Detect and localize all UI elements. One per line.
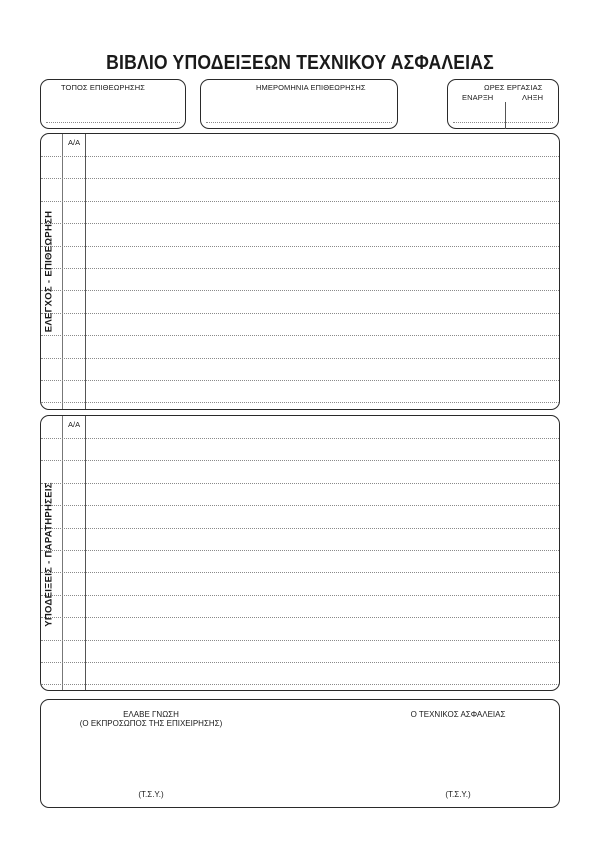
inspection-writing-line[interactable]: [41, 313, 559, 314]
inspection-writing-line[interactable]: [41, 268, 559, 269]
remarks-aa-divider-right: [85, 416, 86, 691]
inspection-writing-line[interactable]: [41, 223, 559, 224]
hours-writing-line: [453, 122, 553, 123]
remarks-writing-line[interactable]: [41, 662, 559, 663]
page-title: ΒΙΒΛΙΟ ΥΠΟΔΕΙΞΕΩΝ ΤΕΧΝΙΚΟΥ ΑΣΦΑΛΕΙΑΣ: [106, 52, 494, 74]
received-notice-label: ΕΛΑΒΕ ΓΝΩΣΗ: [123, 710, 179, 719]
hours-box[interactable]: [447, 79, 559, 129]
remarks-writing-line[interactable]: [41, 483, 559, 484]
inspection-writing-line[interactable]: [41, 178, 559, 179]
remarks-writing-line[interactable]: [41, 617, 559, 618]
remarks-writing-line[interactable]: [41, 438, 559, 439]
start-label: ΕΝΑΡΞΗ: [462, 93, 494, 102]
inspection-writing-line[interactable]: [41, 335, 559, 336]
hours-label: ΩΡΕΣ ΕΡΓΑΣΙΑΣ: [484, 83, 543, 92]
place-label: ΤΟΠΟΣ ΕΠΙΘΕΩΡΗΣΗΣ: [61, 83, 146, 92]
inspection-aa-divider: [62, 134, 63, 410]
signature-section: [40, 699, 560, 808]
right-signature-stamp[interactable]: (Τ.Σ.Υ.): [445, 790, 471, 799]
hours-divider: [505, 102, 506, 129]
left-signature-stamp[interactable]: (Τ.Σ.Υ.): [138, 790, 164, 799]
inspection-writing-line[interactable]: [41, 380, 559, 381]
inspection-writing-line[interactable]: [41, 358, 559, 359]
inspection-writing-line[interactable]: [41, 290, 559, 291]
date-writing-line: [206, 122, 392, 123]
remarks-aa-label: Α/Α: [68, 420, 81, 429]
safety-technician-label: Ο ΤΕΧΝΙΚΟΣ ΑΣΦΑΛΕΙΑΣ: [410, 710, 506, 719]
remarks-section: [40, 415, 560, 691]
inspection-writing-line[interactable]: [41, 156, 559, 157]
inspection-writing-line[interactable]: [41, 246, 559, 247]
remarks-writing-line[interactable]: [41, 684, 559, 685]
remarks-writing-line[interactable]: [41, 528, 559, 529]
place-box[interactable]: [40, 79, 186, 129]
inspection-writing-line[interactable]: [41, 201, 559, 202]
place-writing-line: [46, 122, 180, 123]
company-representative-label: (Ο ΕΚΠΡΟΣΩΠΟΣ ΤΗΣ ΕΠΙΧΕΙΡΗΣΗΣ): [79, 719, 223, 728]
date-label: ΗΜΕΡΟΜΗΝΙΑ ΕΠΙΘΕΩΡΗΣΗΣ: [256, 83, 366, 92]
remarks-writing-line[interactable]: [41, 572, 559, 573]
remarks-aa-divider: [62, 416, 63, 691]
remarks-side-label: ΥΠΟΔΕΙΞΕΙΣ - ΠΑΡΑΤΗΡΗΣΕΙΣ: [43, 482, 55, 627]
inspection-aa-label: Α/Α: [68, 138, 81, 147]
remarks-writing-line[interactable]: [41, 640, 559, 641]
remarks-writing-line[interactable]: [41, 550, 559, 551]
remarks-writing-line[interactable]: [41, 505, 559, 506]
inspection-writing-line[interactable]: [41, 402, 559, 403]
remarks-writing-line[interactable]: [41, 460, 559, 461]
inspection-aa-divider-right: [85, 134, 86, 410]
date-box[interactable]: [200, 79, 398, 129]
inspection-side-label: ΕΛΕΓΧΟΣ - ΕΠΙΘΕΩΡΗΣΗ: [43, 210, 55, 333]
inspection-section: [40, 133, 560, 410]
remarks-writing-line[interactable]: [41, 595, 559, 596]
end-label: ΛΗΞΗ: [522, 93, 544, 102]
